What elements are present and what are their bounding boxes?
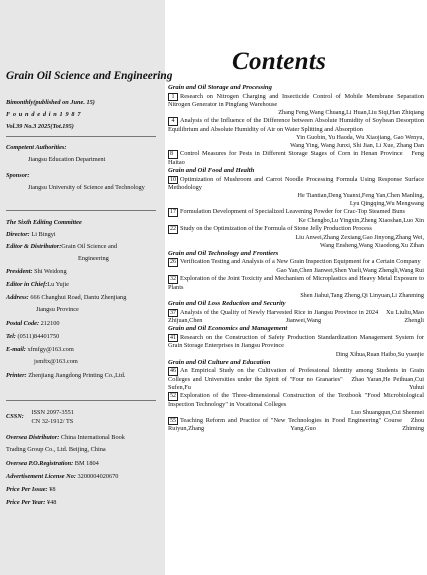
printer: Printer: Zhenjiang Jiangdong Printing Co.,Ltd.	[6, 372, 126, 379]
article-authors: He Tiantian,Deng Yuanxi,Feng Yan,Chen Manling,	[297, 192, 424, 200]
address: Address: 666 Changhui Road, Dantu Zhenjiang Jiangsu Province	[6, 294, 127, 313]
toc-entry[interactable]	[168, 176, 424, 193]
article-authors: Liu Anwei,Zhang Zexiang,Gao Jinyong,Zhang Wei,	[295, 233, 424, 241]
toc-entry[interactable]	[168, 417, 424, 434]
article-title: Verification Testing and Analysis of a New Grain Inspection Equipment for a Certain Company	[180, 258, 421, 266]
divider	[6, 210, 156, 211]
article-authors: Xu Liuliu,Mao Zhijuan,Chen Jianwei,Wang Zhengli	[168, 308, 424, 325]
article-title: Formulation Development of Specialized Leavening Powder for Crac-Top Steamed Buns	[180, 208, 405, 216]
divider	[6, 400, 156, 401]
article-authors: Wang Ensheng,Wang Xiaodong,Xu Zihan	[320, 241, 424, 249]
page-number: 26	[170, 259, 176, 266]
page-number: 22	[170, 226, 176, 233]
cssn: CSSN: ISSN 2097-3551 CN 32-1912/ TS	[6, 409, 74, 425]
page-number: 17	[170, 209, 176, 216]
article-authors: Yin Guobin, Yu Haoda, Wu Xiaojiang, Gao Wenyu,	[296, 134, 424, 142]
article-authors: Zhang Feng,Wang Chuang,Li Huan,Liu Siqi,Han Zhiqiang	[278, 109, 424, 117]
article-authors: Lyu Qingqing,Wu Mengwang	[349, 200, 424, 208]
president: President: Shi Weidong	[6, 268, 67, 275]
price-per-year: Price Per Year: ¥48	[6, 499, 57, 506]
email: E-mail: xfmfgy@163.com jsmftx@163.com	[6, 346, 78, 365]
article-authors: Wang Ying, Wang Junxi, Shi Jian, Li Xue, Zhang Dan	[290, 142, 424, 150]
telephone: Tel: (0511)84401750	[6, 333, 60, 340]
journal-frequency: Bimonthly(published on June. 15)	[6, 99, 95, 106]
overseas-registration: Oversea P.O.Registration: BM 1804	[6, 460, 99, 467]
article-authors: Gao Yan,Chen Jianwei,Shen Yueli,Wang Zhengli,Wang Rui	[276, 267, 424, 275]
toc-entry[interactable]	[168, 275, 424, 292]
article-authors: Ke Chengbo,Lu Yingxin,Zheng Xiaoshan,Luo Xin	[298, 217, 424, 224]
section-heading: Grain and Oil Food and Health	[168, 166, 255, 174]
article-authors: Ding Xihua,Ruan Haibo,Su yuanjie	[335, 350, 424, 358]
advertisement-license: Advertisement License No: 3200004020670	[6, 473, 119, 480]
article-title: Research on Nitrogen Charging and Insecticide Control of Mobile Membrane Separation Nitrogen Generator in Pingfang Warehouse	[168, 92, 424, 109]
section-heading: Grain and Oil Loss Reduction and Security	[168, 299, 286, 307]
toc-entry[interactable]	[168, 334, 424, 351]
divider	[6, 136, 156, 137]
toc-entry[interactable]	[168, 392, 424, 409]
article-title: Analysis of the Influence of the Difference between Absolute Humidity of Soybean Desorption Equilibrium and Absolute Humidity of Air on Water Splitting and Absorption	[168, 117, 424, 133]
table-of-contents	[168, 84, 424, 433]
sponsor: Sponsor: Jiangsu University of Science and Technology	[6, 172, 145, 191]
page-number: 52	[170, 392, 176, 399]
toc-entry[interactable]	[168, 150, 424, 167]
article-authors: Luo Shuangqun,Cui Shenmei	[350, 408, 424, 416]
contents-heading: Contents	[232, 48, 327, 75]
page-number: 1	[168, 93, 178, 102]
article-title: An Empirical Study on the Cultivation of Professional Identity among Students in Grain Colleges and Universities under the Spirit of "Four no Granaries"	[168, 367, 424, 383]
director: Director: Li Bingyi	[6, 231, 56, 238]
competent-authorities: Competent Authorities: Jiangsu Education Department	[6, 144, 106, 163]
toc-entry[interactable]	[168, 208, 424, 217]
section-heading: Grain and Oil Economics and Management	[168, 325, 288, 333]
toc-entry[interactable]	[168, 225, 424, 234]
page-number: 41	[170, 334, 176, 341]
article-authors: Zhao Yaran,He Peihuan,Cui Sufen,Fu Yuhui	[168, 375, 424, 391]
page-number: 4	[168, 117, 178, 126]
editor-distributor: Editor & Distributor:Grain Oil Science and Engineering	[6, 243, 118, 262]
article-title: Study on the Optimization of the Formula of Stone Jelly Production Process	[180, 225, 372, 233]
editor-in-chief: Editor in Chief:Lu Yujie	[6, 281, 69, 288]
article-authors: Shen Jiahui,Tang Zheng,Qi Linyuan,Li Zhanming	[300, 291, 424, 299]
article-title: Control Measures for Pests in Different Storage Stages of Corn in Henan Province	[180, 150, 403, 158]
page-number: 46	[170, 368, 176, 375]
article-title: Analysis of the Quality of Newly Harvested Rice in Jiangsu Province in 2024	[180, 308, 379, 316]
article-title: Optimization of Mushroom and Carrot Noodle Processing Formula Using Response Surface Methodology	[168, 175, 424, 192]
overseas-distributor: Oversea Distributor: China International Book Trading Group Co., Ltd. Beijing, China	[6, 434, 125, 453]
toc-entry[interactable]	[168, 117, 424, 134]
toc-entry[interactable]	[168, 309, 424, 326]
article-authors: Zhou Ruiyun,Zhang Yang,Guo Zhiming	[168, 416, 425, 433]
article-title: Exploration of the Three-dimensional Construction of the Textbook "Food Microbiological Inspection Technology" in Vocational Colleges	[168, 391, 424, 408]
page-number: 37	[170, 309, 176, 316]
section-heading: Grain and Oil Storage and Processing	[168, 84, 272, 91]
page-number: 10	[170, 176, 176, 183]
section-heading: Grain and Oil Culture and Education	[168, 358, 271, 366]
page-number: 8	[168, 150, 178, 159]
toc-entry[interactable]	[168, 258, 424, 267]
committee-heading: The Sixth Editing Committee	[6, 219, 82, 226]
journal-founded: F o u n d e d i n 1 9 8 7	[6, 111, 82, 118]
section-heading: Grain and Oil Technology and Frontiers	[168, 249, 279, 257]
article-title: Research on the Construction of Safety Production Standardization Management System for Grain Storage Enterprises in Jiangsu Province	[168, 333, 424, 350]
page-number: 55	[170, 417, 176, 424]
page-number: 32	[170, 276, 176, 283]
article-title: Teaching Reform and Practice of "New Technologies in Food Engineering" Course	[180, 416, 402, 424]
postal-code: Postal Code: 212100	[6, 320, 60, 327]
journal-title: Grain Oil Science and Engineering	[6, 70, 173, 82]
price-per-issue: Price Per Issue: ¥8	[6, 486, 56, 493]
article-authors: Feng Haitao	[168, 150, 425, 166]
toc-entry[interactable]	[168, 93, 424, 110]
article-title: Exploration of the Joint Toxicity and Mechanism of Microplastics and Heavy Metal Exposure to Plants	[168, 275, 424, 291]
journal-volume: Vol.39 No.3 2025(Tot.195)	[6, 123, 74, 130]
toc-entry[interactable]	[168, 367, 424, 392]
